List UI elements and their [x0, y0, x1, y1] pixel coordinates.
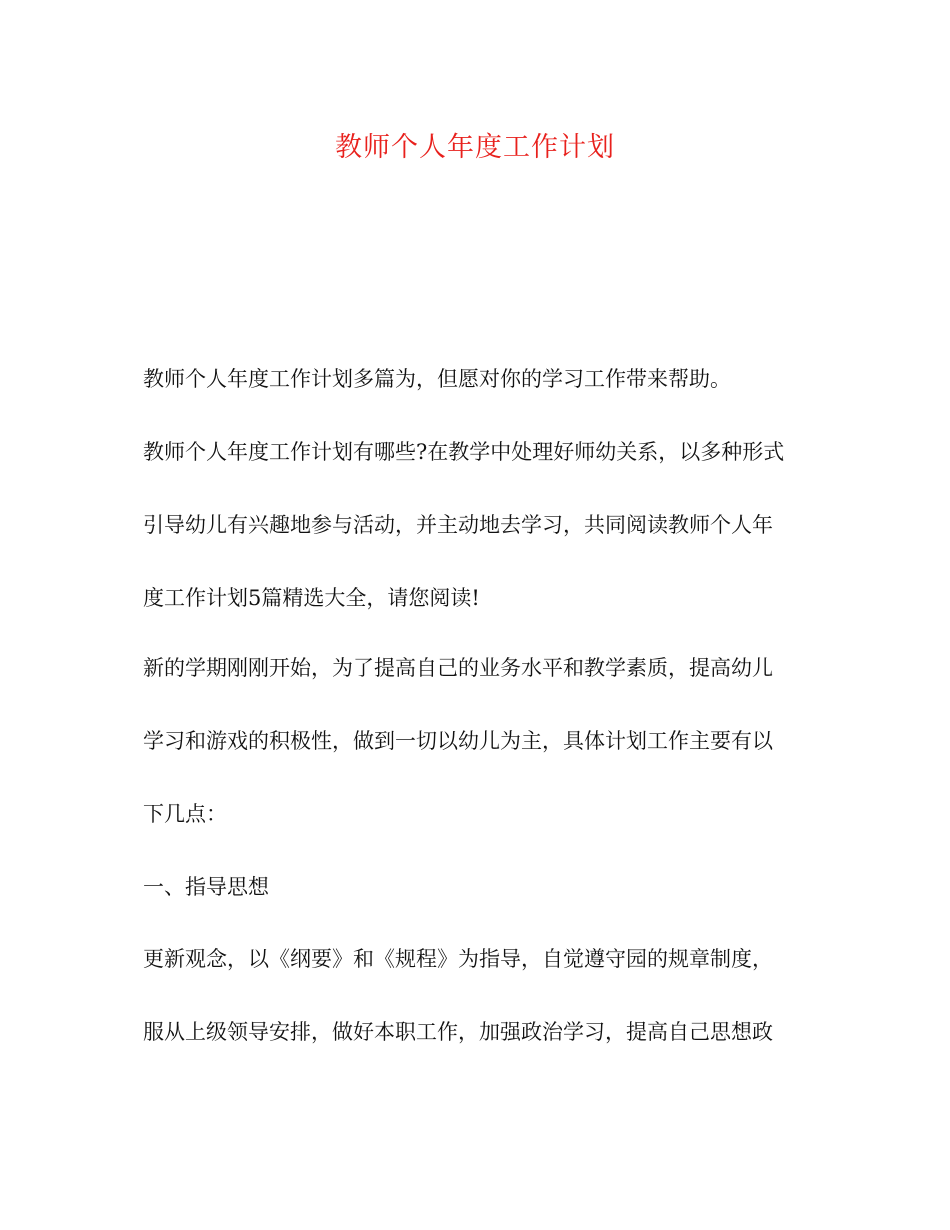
paragraph-line: 下几点：: [143, 802, 227, 826]
paragraph-line: 更新观念，以《纲要》和《规程》为指导，自觉遵守园的规章制度，: [143, 947, 773, 971]
paragraph-line: 教师个人年度工作计划有哪些?在教学中处理好师幼关系，以多种形式: [143, 440, 785, 464]
paragraph-intro: 教师个人年度工作计划多篇为，但愿对你的学习工作带来帮助。: [143, 367, 731, 391]
paragraph-line: 度工作计划5篇精选大全，请您阅读!: [143, 586, 480, 610]
document-title: 教师个人年度工作计划: [335, 132, 615, 163]
paragraph-line: 学习和游戏的积极性，做到一切以幼儿为主，具体计划工作主要有以: [143, 729, 773, 753]
paragraph-line: 新的学期刚刚开始，为了提高自己的业务水平和教学素质，提高幼儿: [143, 656, 773, 680]
paragraph-line: 服从上级领导安排，做好本职工作，加强政治学习，提高自己思想政: [143, 1020, 773, 1044]
section-heading: 一、指导思想: [143, 875, 269, 899]
paragraph-line: 引导幼儿有兴趣地参与活动，并主动地去学习，共同阅读教师个人年: [143, 513, 773, 537]
